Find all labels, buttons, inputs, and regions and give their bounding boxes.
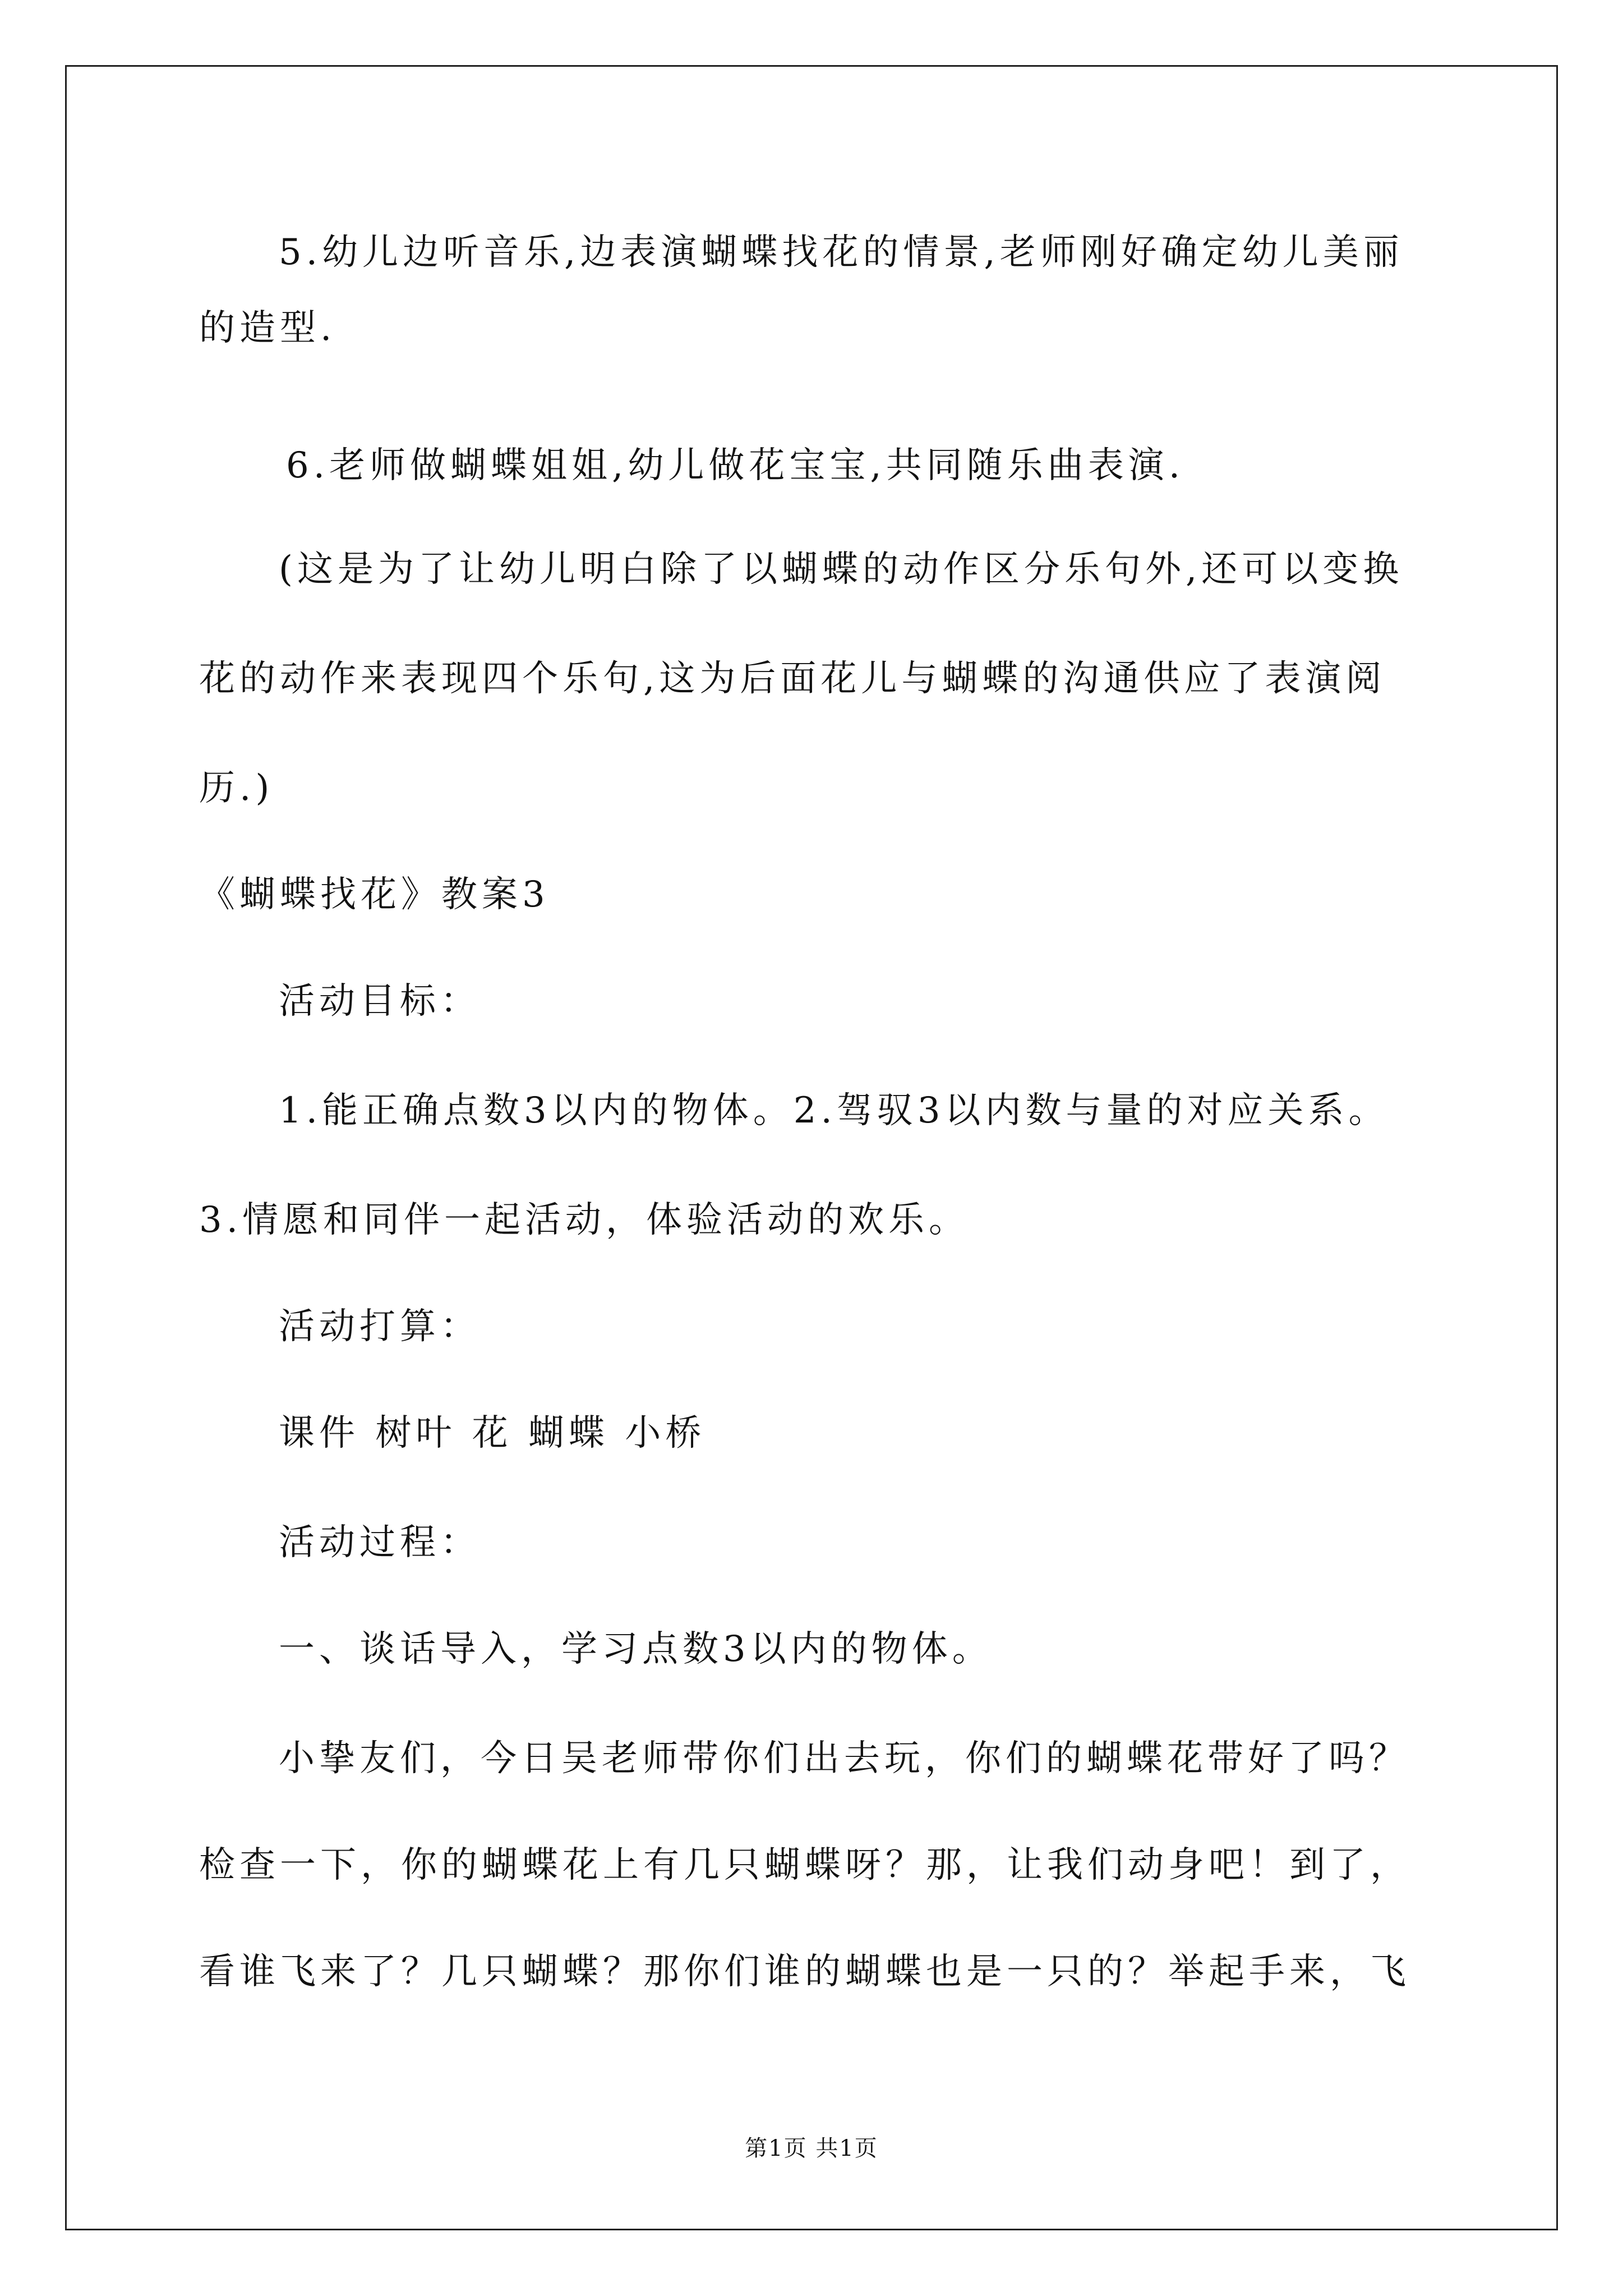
paragraph-line: 一、谈话导入，学习点数3以内的物体。 bbox=[279, 1628, 993, 1670]
paragraph-line: 小挚友们，今日吴老师带你们出去玩，你们的蝴蝶花带好了吗？ bbox=[279, 1738, 1409, 1779]
paragraph-line: 检查一下，你的蝴蝶花上有几只蝴蝶呀？那，让我们动身吧！到了， bbox=[199, 1844, 1410, 1886]
paragraph-line: 课件 树叶 花 蝴蝶 小桥 bbox=[279, 1412, 706, 1454]
heading-line: 活动过程： bbox=[279, 1522, 481, 1563]
page-frame bbox=[65, 65, 1558, 2230]
paragraph-line: 的造型. bbox=[199, 307, 336, 349]
paragraph-line: 3.情愿和同伴一起活动，体验活动的欢乐。 bbox=[199, 1199, 970, 1241]
section-title: 《蝴蝶找花》教案3 bbox=[199, 874, 550, 915]
paragraph-line: 看谁飞来了？几只蝴蝶？那你们谁的蝴蝶也是一只的？举起手来，飞 bbox=[199, 1951, 1410, 1993]
heading-line: 活动目标： bbox=[279, 981, 481, 1022]
paragraph-line: 历.) bbox=[199, 767, 274, 809]
paragraph-line: 花的动作来表现四个乐句,这为后面花儿与蝴蝶的沟通供应了表演阅 bbox=[199, 658, 1386, 700]
paragraph-line: 5.幼儿边听音乐,边表演蝴蝶找花的情景,老师刚好确定幼儿美丽 bbox=[279, 232, 1404, 273]
paragraph-line: 1.能正确点数3以内的物体。2.驾驭3以内数与量的对应关系。 bbox=[279, 1090, 1389, 1131]
page-footer: 第1页 共1页 bbox=[745, 2136, 878, 2161]
heading-line: 活动打算： bbox=[279, 1306, 481, 1347]
paragraph-line: 6.老师做蝴蝶姐姐,幼儿做花宝宝,共同随乐曲表演. bbox=[286, 445, 1185, 486]
paragraph-line: (这是为了让幼儿明白除了以蝴蝶的动作区分乐句外,还可以变换 bbox=[279, 549, 1404, 590]
